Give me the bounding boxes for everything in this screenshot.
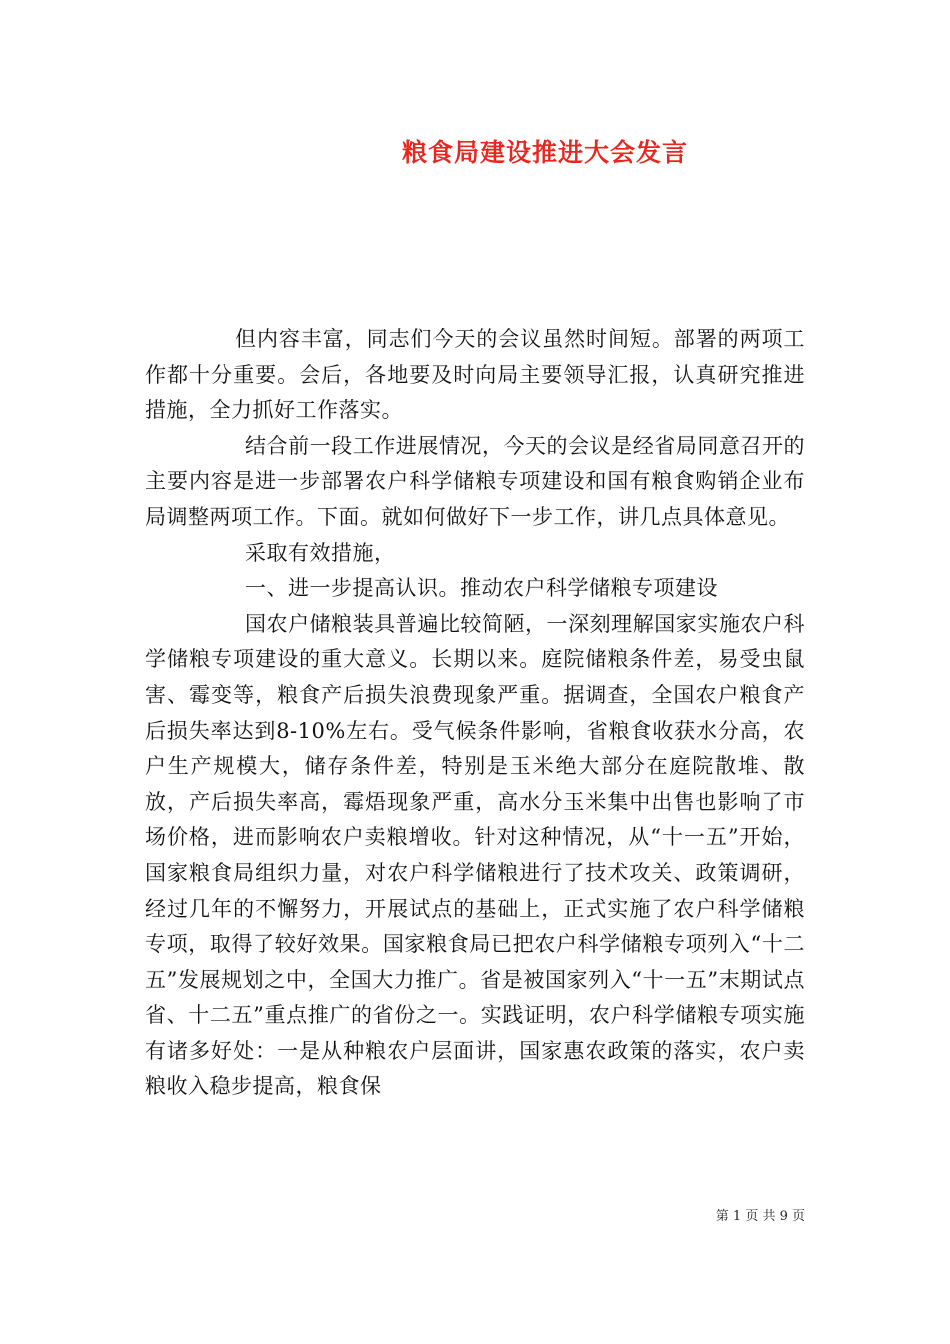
paragraph-3: 采取有效措施，: [245, 540, 396, 565]
paragraph-4: 一、进一步提高认识。推动农户科学储粮专项建设: [245, 576, 718, 601]
page-footer: 第 1 页 共 9 页: [715, 1209, 805, 1224]
paragraph-5: 国农户储粮装具普遍比较简陋，一深刻理解国家实施农户科学储粮专项建设的重大意义。长期以来。庭院储粮条件差，易受虫鼠害、霉变等，粮食产后损失浪费现象严重。据调查，全国农户粮食产后损失率达到8-10%左右。受气候条件影响，省粮食收获水分高，农户生产规模大，储存条件差，特别是玉米绝大部分在庭院散堆、散放，产后损失率高，霉焐现象严重，高水分玉米集中出售也影响了市场价格，进而影响农户卖粮增收。针对这种情况，从“十一五”开始，国家粮食局组织力量，对农户科学储粮进行了技术攻关、政策调研，经过几年的不懈努力，开展试点的基础上，正式实施了农户科学储粮专项，取得了较好效果。国家粮食局已把农户科学储粮专项列入“十二五”发展规划之中，全国大力推广。省是被国家列入“十一五”末期试点省、十二五”重点推广的省份之一。实践证明，农户科学储粮专项实施有诸多好处：一是从种粮农户层面讲，国家惠农政策的落实，农户卖粮收入稳步提高，粮食保: [145, 611, 805, 1099]
paragraph-2: 结合前一段工作进展情况，今天的会议是经省局同意召开的主要内容是进一步部署农户科学储粮专项建设和国有粮食购销企业布局调整两项工作。下面。就如何做好下一步工作，讲几点具体意见。: [145, 433, 805, 529]
document-body: [145, 322, 805, 1105]
paragraph-1: 但内容丰富，同志们今天的会议虽然时间短。部署的两项工作都十分重要。会后，各地要及时向局主要领导汇报，认真研究推进措施，全力抓好工作落实。: [145, 327, 805, 423]
document-title: 粮食局建设推进大会发言: [401, 138, 688, 167]
